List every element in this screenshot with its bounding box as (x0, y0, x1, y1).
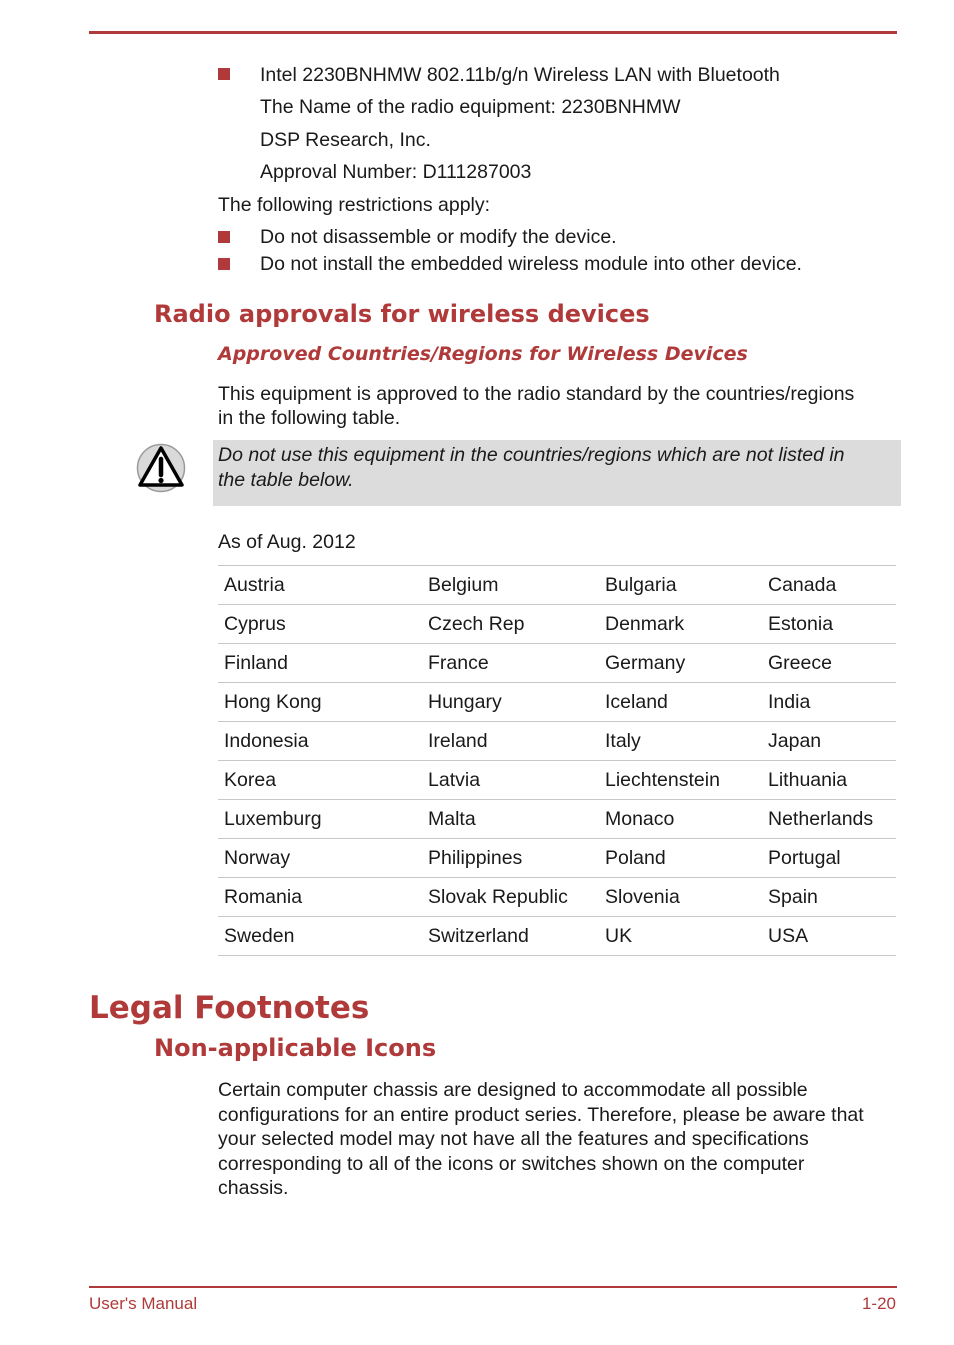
table-cell-country: Portugal (762, 839, 896, 878)
subheading-approved-countries: Approved Countries/Regions for Wireless Devices (218, 343, 748, 365)
warning-icon (136, 443, 186, 493)
warning-note-line: the table below. (218, 469, 354, 491)
table-cell-country: Indonesia (218, 722, 422, 761)
approval-number: Approval Number: D111287003 (260, 161, 532, 183)
table-row (218, 605, 896, 644)
table-cell-country: Bulgaria (599, 566, 762, 605)
approved-countries-table (218, 565, 896, 956)
table-row (218, 644, 896, 683)
as-of-date: As of Aug. 2012 (218, 531, 356, 553)
table-cell-country: Hungary (422, 683, 599, 722)
table-cell-country: Sweden (218, 917, 422, 956)
table-cell-country: UK (599, 917, 762, 956)
restriction-item: Do not disassemble or modify the device. (260, 226, 617, 248)
table-row (218, 761, 896, 800)
table-cell-country: Monaco (599, 800, 762, 839)
table-row (218, 878, 896, 917)
table-cell-country: Liechtenstein (599, 761, 762, 800)
table-row (218, 722, 896, 761)
approval-paragraph-line: This equipment is approved to the radio standard by the countries/regions (218, 383, 855, 405)
legal-paragraph-line: chassis. (218, 1177, 289, 1199)
table-cell-country: Hong Kong (218, 683, 422, 722)
table-cell-country: Malta (422, 800, 599, 839)
table-cell-country: Switzerland (422, 917, 599, 956)
table-cell-country: Slovenia (599, 878, 762, 917)
table-cell-country: Cyprus (218, 605, 422, 644)
table-cell-country: Iceland (599, 683, 762, 722)
table-row (218, 839, 896, 878)
restrictions-intro: The following restrictions apply: (218, 194, 491, 216)
table-cell-country: Finland (218, 644, 422, 683)
table-cell-country: Korea (218, 761, 422, 800)
table-row (218, 917, 896, 956)
table-cell-country: Greece (762, 644, 896, 683)
table-cell-country: Norway (218, 839, 422, 878)
table-cell-country: Belgium (422, 566, 599, 605)
manufacturer-name: DSP Research, Inc. (260, 129, 431, 151)
footer-manual-title: User's Manual (89, 1294, 198, 1313)
table-cell-country: Latvia (422, 761, 599, 800)
table-row (218, 800, 896, 839)
table-row (218, 566, 896, 605)
legal-paragraph-line: Certain computer chassis are designed to accommodate all possible (218, 1079, 808, 1101)
section-heading-legal-footnotes: Legal Footnotes (89, 990, 370, 1026)
header-rule (89, 31, 897, 34)
table-cell-country: Philippines (422, 839, 599, 878)
section-heading-radio-approvals: Radio approvals for wireless devices (154, 300, 650, 328)
bullet-marker (218, 258, 230, 270)
table-cell-country: Canada (762, 566, 896, 605)
table-cell-country: France (422, 644, 599, 683)
approval-paragraph-line: in the following table. (218, 407, 401, 429)
table-cell-country: Netherlands (762, 800, 896, 839)
bullet-marker (218, 231, 230, 243)
table-cell-country: Czech Rep (422, 605, 599, 644)
table-cell-country: USA (762, 917, 896, 956)
subheading-non-applicable-icons: Non-applicable Icons (154, 1034, 437, 1062)
wireless-module-title: Intel 2230BNHMW 802.11b/g/n Wireless LAN with Bluetooth (260, 64, 780, 86)
table-cell-country: India (762, 683, 896, 722)
warning-note-line: Do not use this equipment in the countries/regions which are not listed in (218, 444, 845, 466)
bullet-marker (218, 68, 230, 80)
table-cell-country: Germany (599, 644, 762, 683)
table-cell-country: Spain (762, 878, 896, 917)
legal-paragraph-line: corresponding to all of the icons or switches shown on the computer (218, 1153, 805, 1175)
table-row (218, 683, 896, 722)
countries-table-body (218, 566, 896, 956)
table-cell-country: Luxemburg (218, 800, 422, 839)
table-cell-country: Lithuania (762, 761, 896, 800)
radio-equipment-name: The Name of the radio equipment: 2230BNHMW (260, 96, 681, 118)
legal-paragraph-line: your selected model may not have all the features and specifications (218, 1128, 809, 1150)
table-cell-country: Denmark (599, 605, 762, 644)
footer-page-number: 1-20 (861, 1294, 896, 1313)
table-cell-country: Romania (218, 878, 422, 917)
footer-rule (89, 1286, 897, 1288)
table-cell-country: Slovak Republic (422, 878, 599, 917)
table-cell-country: Italy (599, 722, 762, 761)
table-cell-country: Estonia (762, 605, 896, 644)
restriction-item: Do not install the embedded wireless module into other device. (260, 253, 802, 275)
table-cell-country: Poland (599, 839, 762, 878)
table-cell-country: Ireland (422, 722, 599, 761)
table-cell-country: Japan (762, 722, 896, 761)
legal-paragraph-line: configurations for an entire product series. Therefore, please be aware that (218, 1104, 864, 1126)
table-cell-country: Austria (218, 566, 422, 605)
